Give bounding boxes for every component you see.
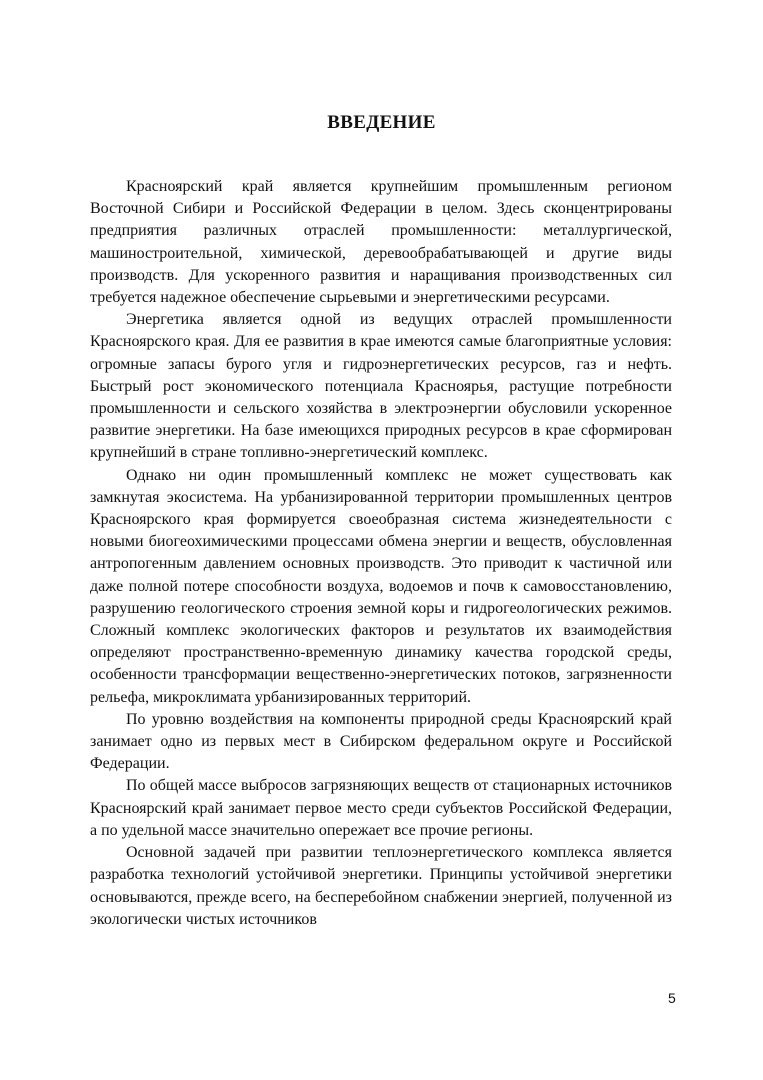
body-text (90, 176, 672, 931)
paragraph: По общей массе выбросов загрязняющих веществ от стационарных источников Красноярский край занимает первое место среди субъектов Российской Федерации, а по удельной массе значительно опережает все прочие регионы. (90, 777, 672, 839)
paragraph: Однако ни один промышленный комплекс не может существовать как замкнутая экосистема. На урбанизированной территории промышленных центров Красноярского края формируется своеобразная система жизнедеятельности с новыми биогеохимическими процессами обмена энергии и веществ, обусловленная антропогенным давлением основных производств. Это приводит к частичной или даже полной потере способности воздуха, водоемов и почв к самовосстановлению, разрушению геологического строения земной коры и гидрогеологических режимов. Сложный комплекс экологических факторов и результатов их взаимодействия определяют пространственно-временную динамику качества городской среды, особенности трансформации вещественно-энергетических потоков, загрязненности рельефа, микроклимата урбанизированных территорий. (90, 466, 672, 706)
paragraph: Красноярский край является крупнейшим промышленным регионом Восточной Сибири и Российской Федерации в целом. Здесь сконцентрированы предприятия различных отраслей промышленности: металлургической, машиностроительной, химической, деревообрабатывающей и другие виды производств. Для ускоренного развития и наращивания производственных сил требуется надежное обеспечение сырьевыми и энергетическими ресурсами. (90, 178, 672, 307)
paragraph: Энергетика является одной из ведущих отраслей промышленности Красноярского края. Для ее развития в крае имеются самые благоприятные условия: огромные запасы бурого угля и гидроэнергетических ресурсов, газ и нефть. Быстрый рост экономического потенциала Красноярья, растущие потребности промышленности и сельского хозяйства в электроэнергии обусловили ускоренное развитие энергетики. На базе имеющихся природных ресурсов в крае сформирован крупнейший в стране топливно-энергетический комплекс. (90, 311, 672, 462)
paragraph: По уровню воздействия на компоненты природной среды Красноярский край занимает одно из первых мест в Сибирском федеральном округе и Российской Федерации. (90, 710, 672, 773)
page-title: ВВЕДЕНИЕ (327, 112, 436, 133)
page-number: 5 (668, 990, 676, 1006)
paragraph: Основной задачей при развитии теплоэнергетического комплекса является разработка технологий устойчивой энергетики. Принципы устойчивой энергетики основываются, прежде всего, на бесперебойном снабжении энергией, полученной из экологически чистых источников (90, 844, 672, 928)
